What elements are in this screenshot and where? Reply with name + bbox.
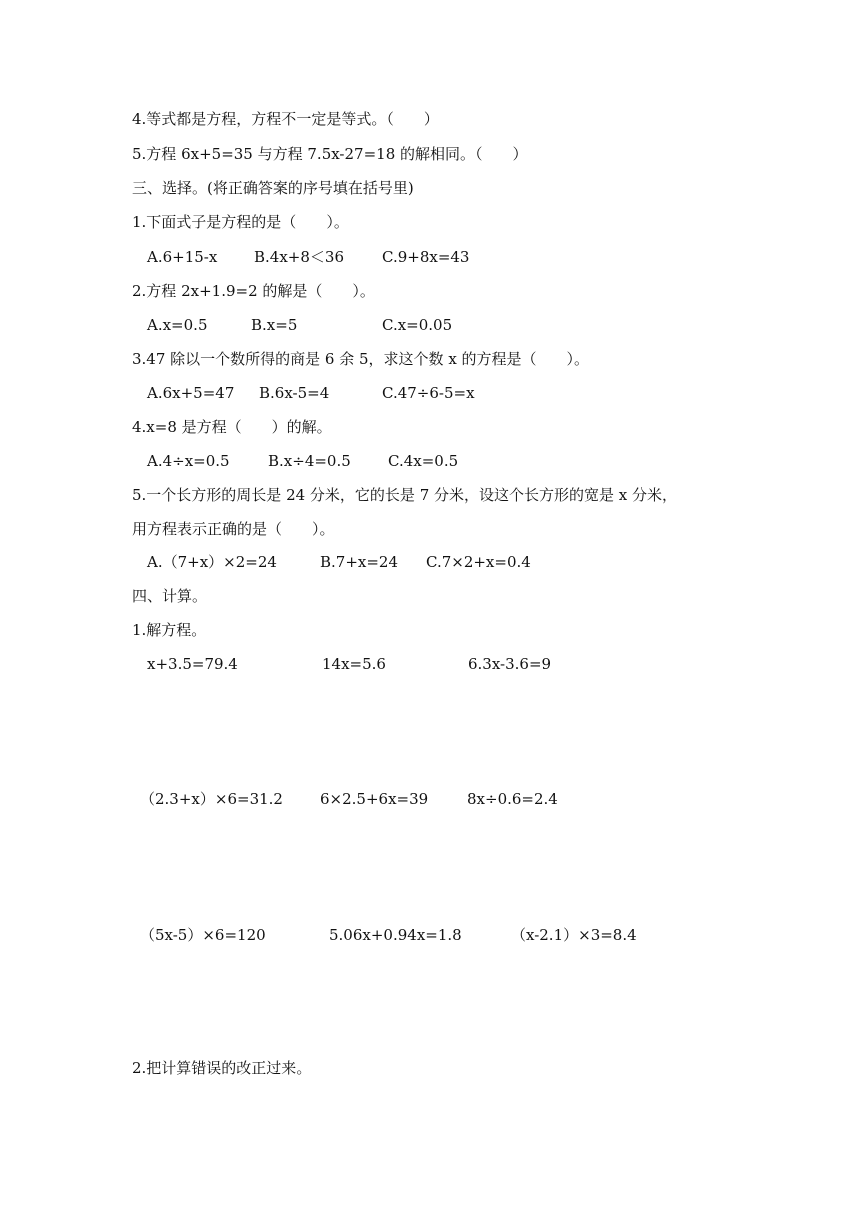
- equation-1: x+3.5=79.4: [147, 655, 238, 673]
- choice-q4-option-c: C.4x=0.5: [388, 452, 459, 470]
- equation-6: 8x÷0.6=2.4: [467, 790, 558, 808]
- choice-q4-stem: 4.x=8 是方程（ ）的解。: [132, 418, 332, 436]
- judge-q4: 4.等式都是方程，方程不一定是等式。（ ）: [132, 110, 439, 128]
- calc-sub2: 2.把计算错误的改正过来。: [132, 1059, 312, 1077]
- choice-q1-stem: 1.下面式子是方程的是（ ）。: [132, 213, 349, 231]
- judge-q5: 5.方程 6x+5=35 与方程 7.5x-27=18 的解相同。（ ）: [132, 145, 528, 163]
- equation-9: （x-2.1）×3=8.4: [511, 926, 637, 944]
- choice-q3-stem: 3.47 除以一个数所得的商是 6 余 5，求这个数 x 的方程是（ ）。: [132, 350, 590, 368]
- choice-q2-option-a: A.x=0.5: [147, 316, 208, 334]
- choice-q3-option-c: C.47÷6-5=x: [382, 384, 475, 402]
- choice-q4-option-b: B.x÷4=0.5: [268, 452, 351, 470]
- choice-q2-option-b: B.x=5: [251, 316, 298, 334]
- equation-8: 5.06x+0.94x=1.8: [329, 926, 462, 944]
- equation-4: （2.3+x）×6=31.2: [140, 790, 283, 808]
- equation-2: 14x=5.6: [322, 655, 386, 673]
- choice-q5-stem-line2: 用方程表示正确的是（ ）。: [132, 520, 335, 538]
- choice-q2-option-c: C.x=0.05: [382, 316, 453, 334]
- choice-q5-option-c: C.7×2+x=0.4: [426, 553, 531, 571]
- choice-q1-option-a: A.6+15-x: [147, 248, 218, 266]
- choice-q3-option-a: A.6x+5=47: [147, 384, 235, 402]
- calc-sub1: 1.解方程。: [132, 621, 207, 639]
- choice-q1-option-b: B.4x+8＜36: [254, 248, 344, 266]
- choice-heading: 三、选择。(将正确答案的序号填在括号里): [132, 179, 414, 197]
- equation-7: （5x-5）×6=120: [140, 926, 266, 944]
- choice-q5-option-b: B.7+x=24: [320, 553, 399, 571]
- choice-q4-option-a: A.4÷x=0.5: [147, 452, 230, 470]
- equation-5: 6×2.5+6x=39: [320, 790, 429, 808]
- choice-q5-stem-line1: 5.一个长方形的周长是 24 分米，它的长是 7 分米，设这个长方形的宽是 x 分米，: [132, 486, 678, 504]
- equation-3: 6.3x-3.6=9: [468, 655, 552, 673]
- choice-q3-option-b: B.6x-5=4: [259, 384, 330, 402]
- calc-heading: 四、计算。: [132, 587, 208, 605]
- choice-q1-option-c: C.9+8x=43: [382, 248, 470, 266]
- choice-q5-option-a: A.（7+x）×2=24: [147, 553, 277, 571]
- choice-q2-stem: 2.方程 2x+1.9=2 的解是（ ）。: [132, 282, 375, 300]
